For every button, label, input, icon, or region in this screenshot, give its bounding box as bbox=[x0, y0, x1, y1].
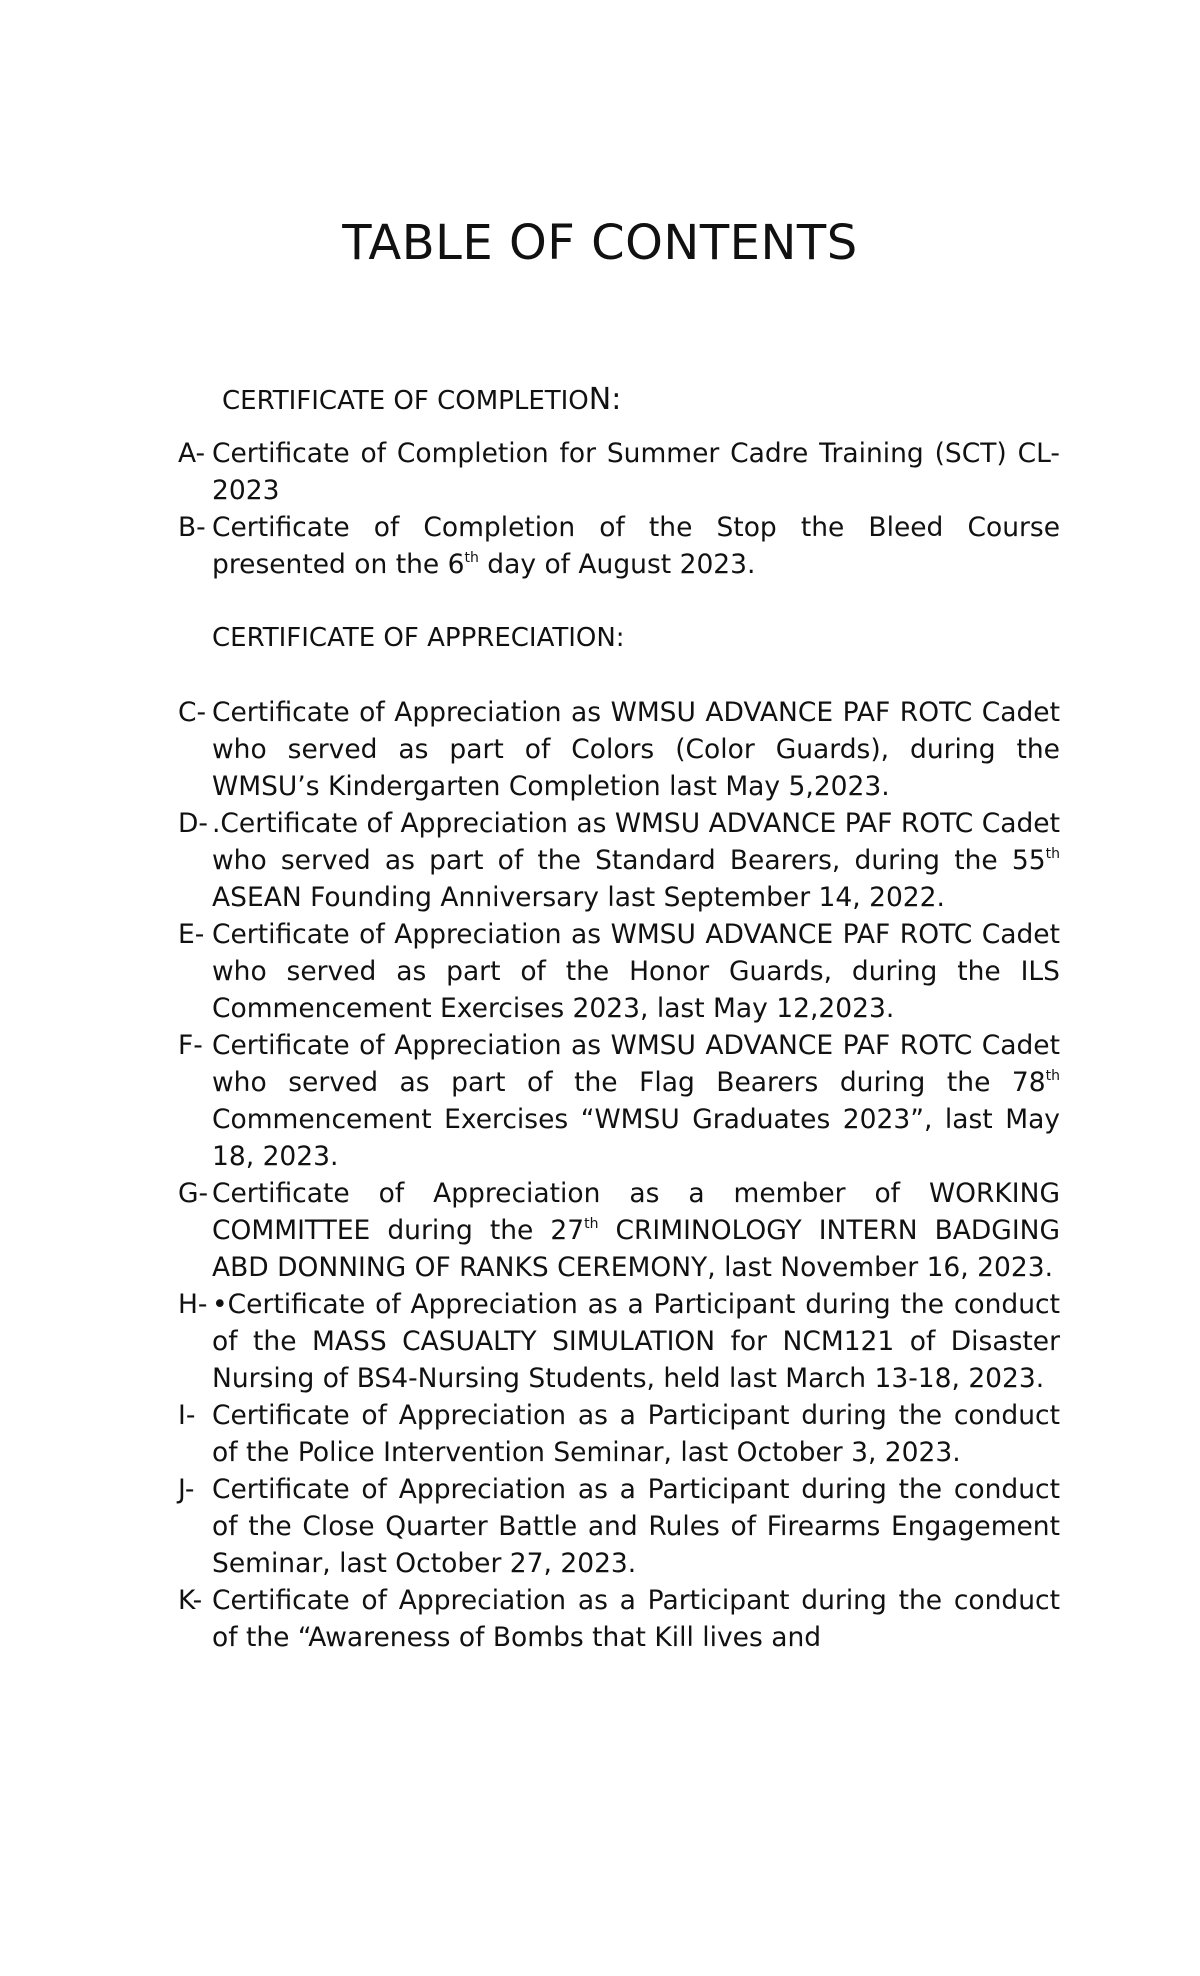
entry-label: A- bbox=[178, 438, 206, 469]
entry-text: Certificate of Appreciation as a member of WORKING COMMITTEE during the 27 bbox=[212, 1178, 1060, 1246]
entry-text: Certificate of Completion for Summer Cadre Training (SCT) CL-2023 bbox=[212, 438, 1060, 506]
entry-text: .Certificate of Appreciation as WMSU ADVANCE PAF ROTC Cadet who served as part of the Standard Bearers, during the 55 bbox=[212, 808, 1060, 876]
ordinal-suffix: th bbox=[584, 1216, 599, 1232]
toc-entry-e bbox=[178, 916, 1060, 1027]
entry-label: H- bbox=[178, 1289, 208, 1320]
toc-entry-b bbox=[178, 509, 1060, 583]
entry-text: Certificate of Completion of the Stop the Bleed Course presented on the 6 bbox=[212, 512, 1060, 580]
entry-text: Certificate of Appreciation as WMSU ADVANCE PAF ROTC Cadet who served as part of the Flag Bearers during the 78 bbox=[212, 1030, 1060, 1098]
section-heading-appreciation: CERTIFICATE OF APPRECIATION: bbox=[212, 623, 625, 653]
entry-text: Certificate of Appreciation as WMSU ADVANCE PAF ROTC Cadet who served as part of Colors (Color Guards), during the WMSU’s Kindergarten Completion last May 5,2023. bbox=[212, 697, 1060, 802]
section-heading-completion bbox=[222, 382, 621, 417]
toc-entry-h bbox=[178, 1286, 1060, 1397]
toc-entry-c bbox=[178, 694, 1060, 805]
entry-text: •Certificate of Appreciation as a Participant during the conduct of the MASS CASUALTY SIMULATION for NCM121 of Disaster Nursing of BS4-Nursing Students, held last March 13-18, 2023. bbox=[212, 1289, 1060, 1394]
entry-label: G- bbox=[178, 1178, 209, 1209]
ordinal-suffix: th bbox=[1045, 846, 1060, 862]
toc-list bbox=[178, 435, 1060, 1656]
entry-text-tail: ASEAN Founding Anniversary last September 14, 2022. bbox=[212, 882, 945, 913]
entry-label: K- bbox=[178, 1585, 203, 1616]
entry-text: Certificate of Appreciation as a Participant during the conduct of the Police Intervention Seminar, last October 3, 2023. bbox=[212, 1400, 1060, 1468]
toc-entry-i bbox=[178, 1397, 1060, 1471]
ordinal-suffix: th bbox=[1045, 1068, 1060, 1084]
entry-text: Certificate of Appreciation as a Participant during the conduct of the “Awareness of Bombs that Kill lives and bbox=[212, 1585, 1060, 1653]
section-gap bbox=[178, 583, 1060, 694]
toc-entry-k bbox=[178, 1582, 1060, 1656]
toc-entry-g bbox=[178, 1175, 1060, 1286]
entry-label: F- bbox=[178, 1030, 203, 1061]
entry-text-tail: day of August 2023. bbox=[478, 549, 756, 580]
entry-label: I- bbox=[178, 1400, 196, 1431]
page-title: TABLE OF CONTENTS bbox=[342, 215, 858, 271]
entry-label: D- bbox=[178, 808, 208, 839]
entry-label: C- bbox=[178, 697, 207, 728]
entry-text-tail: Commencement Exercises “WMSU Graduates 2023”, last May 18, 2023. bbox=[212, 1104, 1060, 1172]
entry-text: Certificate of Appreciation as a Participant during the conduct of the Close Quarter Battle and Rules of Firearms Engagement Seminar, last October 27, 2023. bbox=[212, 1474, 1060, 1579]
toc-entry-f bbox=[178, 1027, 1060, 1175]
entry-label: B- bbox=[178, 512, 206, 543]
toc-entry-a bbox=[178, 435, 1060, 509]
entry-label: J- bbox=[178, 1474, 195, 1505]
ordinal-suffix: th bbox=[464, 550, 479, 566]
toc-entry-j bbox=[178, 1471, 1060, 1582]
entry-text-tail: CRIMINOLOGY INTERN BADGING ABD DONNING OF RANKS CEREMONY, last November 16, 2023. bbox=[212, 1215, 1060, 1283]
entry-text: Certificate of Appreciation as WMSU ADVANCE PAF ROTC Cadet who served as part of the Honor Guards, during the ILS Commencement Exercises 2023, last May 12,2023. bbox=[212, 919, 1060, 1024]
toc-entry-d bbox=[178, 805, 1060, 916]
entry-label: E- bbox=[178, 919, 205, 950]
heading-text-tail: N: bbox=[588, 382, 622, 417]
heading-text: CERTIFICATE OF COMPLETIO bbox=[222, 386, 589, 416]
